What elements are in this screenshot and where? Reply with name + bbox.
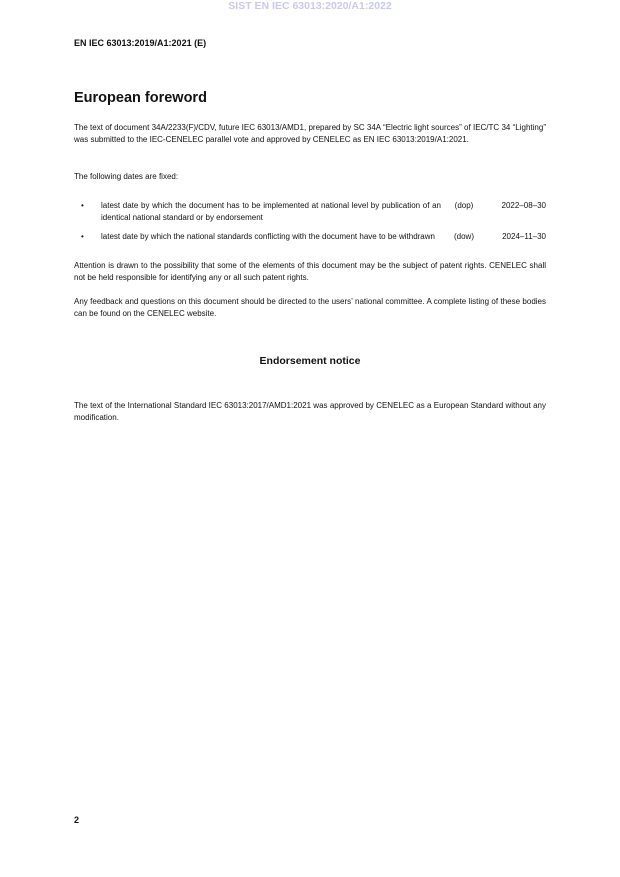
foreword-paragraph: The text of document 34A/2233(F)/CDV, future IEC 63013/AMD1, prepared by SC 34A “Electric light sources” of IEC/TC 34 “Lighting” was submitted to the IEC-CENELEC parallel vote and approved by CENELEC as EN IEC 63013:2019/A1:2021. — [74, 123, 546, 145]
date-code: (dow) — [453, 232, 474, 241]
section-title-endorsement: Endorsement notice — [259, 355, 361, 367]
date-value: 2022–08–30 — [501, 201, 546, 210]
patent-paragraph: Attention is drawn to the possibility that some of the elements of this document may be the subject of patent rights. CENELEC shall not be held responsible for identifying any or all such patent rights. — [74, 261, 546, 283]
bullet-icon: • — [81, 201, 84, 210]
date-description: latest date by which the document has to be implemented at national level by publication of an identical national standard or by endorsement — [101, 201, 441, 223]
feedback-paragraph: Any feedback and questions on this document should be directed to the users’ national committee. A complete listing of these bodies can be found on the CENELEC website. — [74, 297, 546, 319]
dates-intro: The following dates are fixed: — [74, 172, 179, 181]
endorsement-paragraph: The text of the International Standard IEC 63013:2017/AMD1:2021 was approved by CENELEC as a European Standard without any modification. — [74, 401, 546, 423]
document-header: EN IEC 63013:2019/A1:2021 (E) — [74, 38, 207, 48]
page-number: 2 — [74, 815, 80, 825]
watermark: SIST EN IEC 63013:2020/A1:2022 — [228, 0, 392, 12]
date-item-dop — [74, 200, 546, 225]
date-description: latest date by which the national standards conflicting with the document have to be withdrawn — [101, 232, 435, 241]
bullet-icon: • — [81, 232, 84, 241]
date-code: (dop) — [454, 201, 474, 210]
section-title-foreword: European foreword — [74, 90, 207, 106]
date-value: 2024–11–30 — [502, 232, 546, 241]
date-item-dow — [74, 231, 546, 243]
